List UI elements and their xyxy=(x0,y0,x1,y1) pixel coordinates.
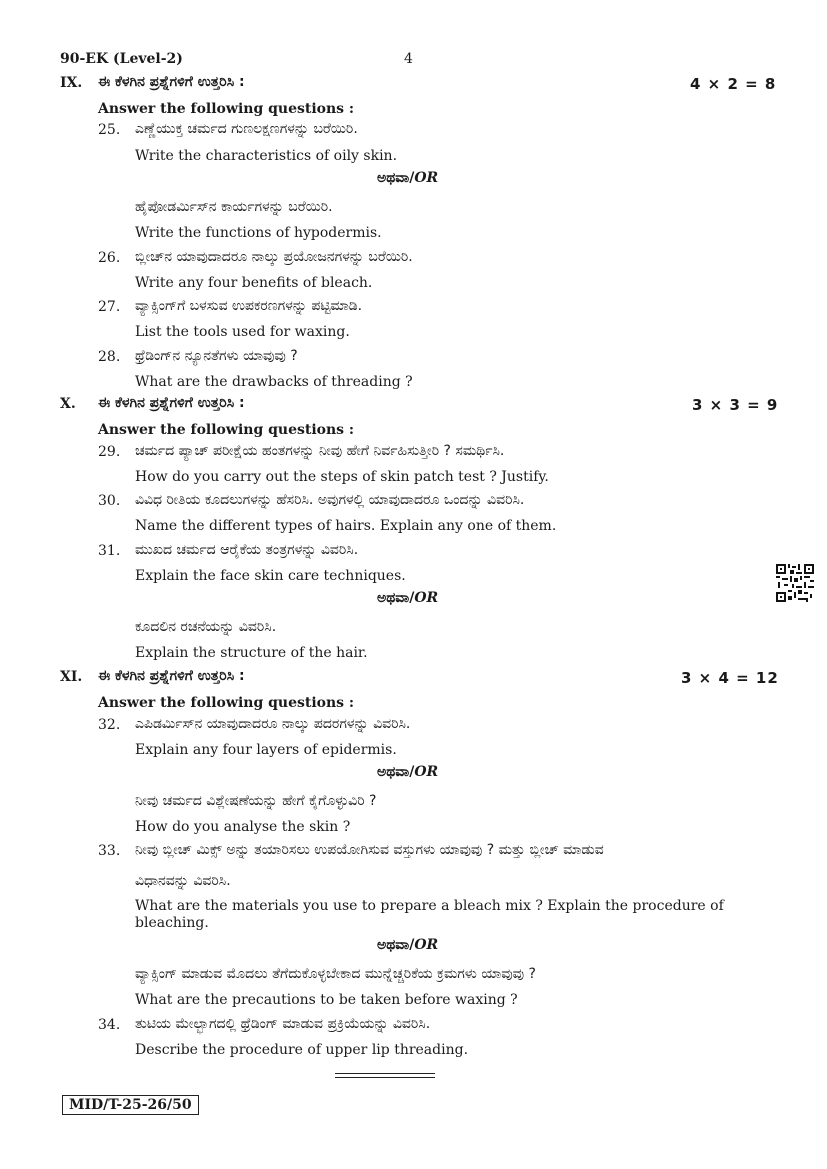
section-heading-english: Answer the following questions : xyxy=(98,101,355,117)
question-number: 34. xyxy=(98,1017,121,1033)
question-text-kannada: ವಿಧಾನವನ್ನು ವಿವರಿಸಿ. xyxy=(135,873,231,889)
question-text-english: How do you carry out the steps of skin patch test ? Justify. xyxy=(135,469,549,485)
question-text-english: What are the materials you use to prepare a bleach mix ? Explain the procedure of bleaching. xyxy=(135,898,724,931)
section-number: IX. xyxy=(60,75,83,91)
question-text-english: List the tools used for waxing. xyxy=(135,324,350,340)
question-number: 30. xyxy=(98,493,121,509)
question-number: 33. xyxy=(98,843,121,859)
question-text-kannada: ಎಪಿಡರ್ಮಿಸ್‌ನ ಯಾವುದಾದರೂ ನಾಲ್ಕು ಪದರಗಳನ್ನು ವಿವರಿಸಿ. xyxy=(135,716,411,732)
question-text-english: Describe the procedure of upper lip threading. xyxy=(135,1042,469,1058)
question-text-kannada: ನೀವು ಬ್ಲೀಚ್ ಮಿಕ್ಸ್ ಅನ್ನು ತಯಾರಿಸಲು ಉಪಯೋಗಿಸುವ ವಸ್ತುಗಳು ಯಾವುವು ? ಮತ್ತು ಬ್ಲೀಚ್ ಮಾಡುವ xyxy=(135,842,604,858)
or-label-kannada: ಅಥವಾ/ xyxy=(377,764,415,780)
question-text-english: Explain the structure of the hair. xyxy=(135,645,368,661)
or-label-english: OR xyxy=(414,170,439,186)
question-number: 25. xyxy=(98,122,121,138)
or-label-english: OR xyxy=(414,764,439,780)
question-text-kannada: ಹೈಪೋಡರ್ಮಿಸ್‌ನ ಕಾರ್ಯಗಳನ್ನು ಬರೆಯಿರಿ. xyxy=(135,199,333,215)
question-text-english: Write the functions of hypodermis. xyxy=(135,225,382,241)
question-text-english: Name the different types of hairs. Explain any one of them. xyxy=(135,518,557,534)
question-text-kannada: ಬ್ಲೀಚ್‌ನ ಯಾವುದಾದರೂ ನಾಲ್ಕು ಪ್ರಯೋಜನಗಳನ್ನು ಬರೆಯಿರಿ. xyxy=(135,249,413,265)
section-heading-english: Answer the following questions : xyxy=(98,422,355,438)
question-number: 27. xyxy=(98,299,121,315)
question-text-kannada: ವಿವಿಧ ರೀತಿಯ ಕೂದಲುಗಳನ್ನು ಹೆಸರಿಸಿ. ಅವುಗಳಲ್ಲಿ ಯಾವುದಾದರೂ ಒಂದನ್ನು ವಿವರಿಸಿ. xyxy=(135,492,525,508)
question-text-english: What are the drawbacks of threading ? xyxy=(135,374,413,390)
qr-code-icon xyxy=(776,564,814,602)
question-number: 29. xyxy=(98,444,121,460)
question-text-english: Explain the face skin care techniques. xyxy=(135,568,406,584)
section-number: XI. xyxy=(60,669,83,685)
or-label-kannada: ಅಥವಾ/ xyxy=(377,590,415,606)
section-marks: 3 × 4 = 12 xyxy=(681,669,779,687)
section-heading-kannada: ಈ ಕೆಳಗಿನ ಪ್ರಶ್ನೆಗಳಿಗೆ ಉತ್ತರಿಸಿ : xyxy=(98,74,245,90)
or-label-kannada: ಅಥವಾ/ xyxy=(377,170,415,186)
question-text-english: How do you analyse the skin ? xyxy=(135,819,351,835)
question-text-kannada: ತುಟಿಯ ಮೇಲ್ಭಾಗದಲ್ಲಿ ಥ್ರೆಡಿಂಗ್ ಮಾಡುವ ಪ್ರಕ್ರಿಯೆಯನ್ನು ವಿವರಿಸಿ. xyxy=(135,1016,431,1032)
question-text-kannada: ಚರ್ಮದ ಪ್ಯಾಚ್ ಪರೀಕ್ಷೆಯ ಹಂತಗಳನ್ನು ನೀವು ಹೇಗೆ ನಿರ್ವಹಿಸುತ್ತೀರಿ ? ಸಮರ್ಥಿಸಿ. xyxy=(135,443,505,459)
question-text-kannada: ಥ್ರೆಡಿಂಗ್‌ನ ನ್ಯೂನತೆಗಳು ಯಾವುವು ? xyxy=(135,348,298,364)
or-label-kannada: ಅಥವಾ/ xyxy=(377,937,415,953)
end-rule-top xyxy=(335,1073,435,1074)
question-text-kannada: ವ್ಯಾಕ್ಸಿಂಗ್‌ಗೆ ಬಳಸುವ ಉಪಕರಣಗಳನ್ನು ಪಟ್ಟಿಮಾಡಿ. xyxy=(135,298,363,314)
or-separator xyxy=(377,170,438,186)
end-rule-bottom xyxy=(335,1077,435,1078)
footer-code: MID/T-25-26/50 xyxy=(62,1095,199,1115)
question-number: 28. xyxy=(98,349,121,365)
question-text-kannada: ಎಣ್ಣೆಯುಕ್ತ ಚರ್ಮದ ಗುಣಲಕ್ಷಣಗಳನ್ನು ಬರೆಯಿರಿ. xyxy=(135,121,358,137)
or-separator xyxy=(377,764,438,780)
question-number: 31. xyxy=(98,543,121,559)
question-text-english: Write the characteristics of oily skin. xyxy=(135,148,398,164)
question-text-kannada: ಕೂದಲಿನ ರಚನೆಯನ್ನು ವಿವರಿಸಿ. xyxy=(135,619,277,635)
section-marks: 4 × 2 = 8 xyxy=(690,75,777,93)
question-text-kannada: ಮುಖದ ಚರ್ಮದ ಆರೈಕೆಯ ತಂತ್ರಗಳನ್ನು ವಿವರಿಸಿ. xyxy=(135,542,359,558)
section-marks: 3 × 3 = 9 xyxy=(692,396,779,414)
question-number: 26. xyxy=(98,250,121,266)
section-heading-english: Answer the following questions : xyxy=(98,695,355,711)
paper-code: 90-EK (Level-2) xyxy=(60,51,183,67)
question-text-english: Write any four benefits of bleach. xyxy=(135,275,373,291)
question-text-english: Explain any four layers of epidermis. xyxy=(135,742,397,758)
question-text-english: What are the precautions to be taken before waxing ? xyxy=(135,992,518,1008)
section-heading-kannada: ಈ ಕೆಳಗಿನ ಪ್ರಶ್ನೆಗಳಿಗೆ ಉತ್ತರಿಸಿ : xyxy=(98,395,245,411)
section-heading-kannada: ಈ ಕೆಳಗಿನ ಪ್ರಶ್ನೆಗಳಿಗೆ ಉತ್ತರಿಸಿ : xyxy=(98,668,245,684)
or-separator xyxy=(377,937,438,953)
or-label-english: OR xyxy=(414,590,439,606)
or-label-english: OR xyxy=(414,937,439,953)
question-text-kannada: ನೀವು ಚರ್ಮದ ವಿಶ್ಲೇಷಣೆಯನ್ನು ಹೇಗೆ ಕೈಗೊಳ್ಳುವಿರಿ ? xyxy=(135,793,377,809)
page-number: 4 xyxy=(404,51,413,67)
section-number: X. xyxy=(60,396,76,412)
question-text-kannada: ವ್ಯಾಕ್ಸಿಂಗ್ ಮಾಡುವ ಮೊದಲು ತೆಗೆದುಕೊಳ್ಳಬೇಕಾದ ಮುನ್ನೆಚ್ಚರಿಕೆಯ ಕ್ರಮಗಳು ಯಾವುವು ? xyxy=(135,966,536,982)
question-number: 32. xyxy=(98,717,121,733)
or-separator xyxy=(377,590,438,606)
